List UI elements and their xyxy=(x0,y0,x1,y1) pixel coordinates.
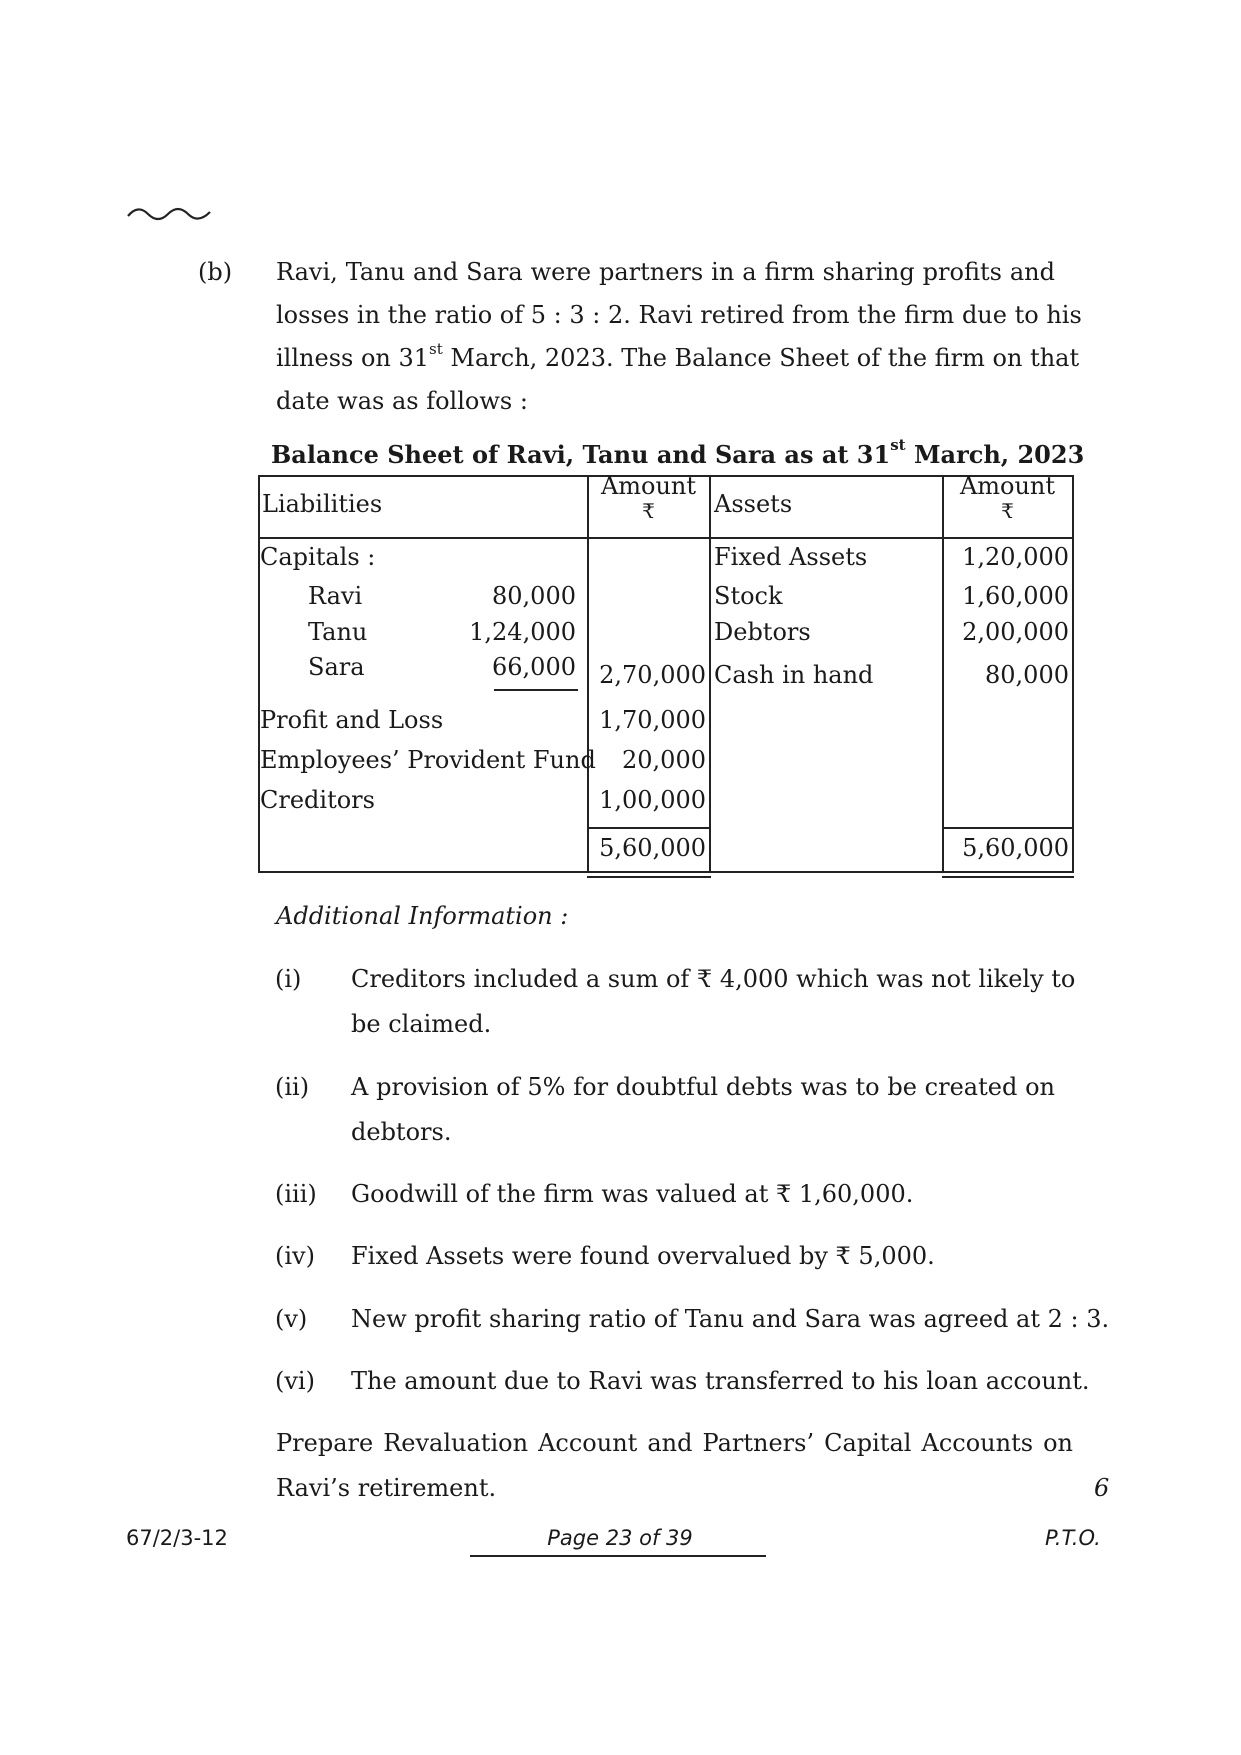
intro-line-3: illness on 31st March, 2023. The Balance Sheet of the firm on that xyxy=(276,340,1080,372)
item-text: New profit sharing ratio of Tanu and Sara was agreed at 2 : 3. xyxy=(351,1305,1110,1333)
instruction-line-1: Prepare Revaluation Account and Partners’ Capital Accounts on xyxy=(276,1429,1073,1457)
item-text: be claimed. xyxy=(351,1010,492,1038)
liability-profit-loss-amount: 1,70,000 xyxy=(599,706,706,734)
item-number: (vi) xyxy=(275,1367,315,1395)
item-text: Goodwill of the firm was valued at ₹ 1,60,000. xyxy=(351,1180,914,1208)
header-currency-liabilities: ₹ xyxy=(642,499,655,523)
header-liabilities: Liabilities xyxy=(262,490,383,518)
item-text: A provision of 5% for doubtful debts was to be created on xyxy=(351,1073,1055,1101)
capital-name-ravi: Ravi xyxy=(308,582,363,610)
liability-creditors-amount: 1,00,000 xyxy=(599,786,706,814)
liability-epf: Employees’ Provident Fund xyxy=(260,746,596,774)
capital-value-tanu: 1,24,000 xyxy=(469,618,576,646)
capitals-label: Capitals : xyxy=(260,543,376,571)
item-text: Creditors included a sum of ₹ 4,000 which was not likely to xyxy=(351,965,1076,993)
header-amount-assets: Amount xyxy=(959,472,1056,500)
capital-name-sara: Sara xyxy=(308,653,365,681)
pto-label: P.T.O. xyxy=(1045,1526,1101,1550)
marks: 6 xyxy=(1094,1474,1110,1502)
instruction-line-2: Ravi’s retirement. xyxy=(276,1474,497,1502)
capitals-total: 2,70,000 xyxy=(599,661,706,689)
paper-code: 67/2/3-12 xyxy=(126,1526,228,1550)
asset-debtors-amount: 2,00,000 xyxy=(962,618,1069,646)
asset-cash-amount: 80,000 xyxy=(985,661,1069,689)
question-label: (b) xyxy=(198,258,233,286)
wavy-mark-icon xyxy=(126,202,214,222)
item-text: The amount due to Ravi was transferred to his loan account. xyxy=(351,1367,1090,1395)
additional-info-heading: Additional Information : xyxy=(276,902,569,930)
asset-debtors: Debtors xyxy=(714,618,811,646)
item-text: Fixed Assets were found overvalued by ₹ 5,000. xyxy=(351,1242,935,1270)
item-number: (iv) xyxy=(275,1242,315,1270)
asset-fixed-assets: Fixed Assets xyxy=(714,543,868,571)
page-number: Page 23 of 39 xyxy=(547,1526,693,1550)
header-currency-assets: ₹ xyxy=(1001,499,1014,523)
asset-stock-amount: 1,60,000 xyxy=(962,582,1069,610)
asset-stock: Stock xyxy=(714,582,783,610)
item-number: (i) xyxy=(275,965,302,993)
liability-epf-amount: 20,000 xyxy=(622,746,706,774)
item-number: (iii) xyxy=(275,1180,317,1208)
balance-sheet-table xyxy=(258,472,1074,873)
capital-value-sara: 66,000 xyxy=(492,653,576,681)
item-text: debtors. xyxy=(351,1118,452,1146)
capital-name-tanu: Tanu xyxy=(308,618,368,646)
item-number: (v) xyxy=(275,1305,308,1333)
liability-profit-loss: Profit and Loss xyxy=(260,706,444,734)
header-amount-liabilities: Amount xyxy=(600,472,697,500)
header-assets: Assets xyxy=(714,490,793,518)
intro-line-4: date was as follows : xyxy=(276,387,528,415)
total-assets: 5,60,000 xyxy=(962,834,1069,862)
total-liabilities: 5,60,000 xyxy=(599,834,706,862)
asset-fixed-assets-amount: 1,20,000 xyxy=(962,543,1069,571)
intro-line-1: Ravi, Tanu and Sara were partners in a firm sharing profits and xyxy=(276,258,1055,286)
intro-line-2: losses in the ratio of 5 : 3 : 2. Ravi retired from the firm due to his xyxy=(276,301,1082,329)
item-number: (ii) xyxy=(275,1073,310,1101)
asset-cash: Cash in hand xyxy=(714,661,874,689)
balance-sheet-title: Balance Sheet of Ravi, Tanu and Sara as at 31st March, 2023 xyxy=(271,436,1085,469)
page-number-underline xyxy=(470,1555,766,1557)
liability-creditors: Creditors xyxy=(260,786,375,814)
capital-value-ravi: 80,000 xyxy=(492,582,576,610)
